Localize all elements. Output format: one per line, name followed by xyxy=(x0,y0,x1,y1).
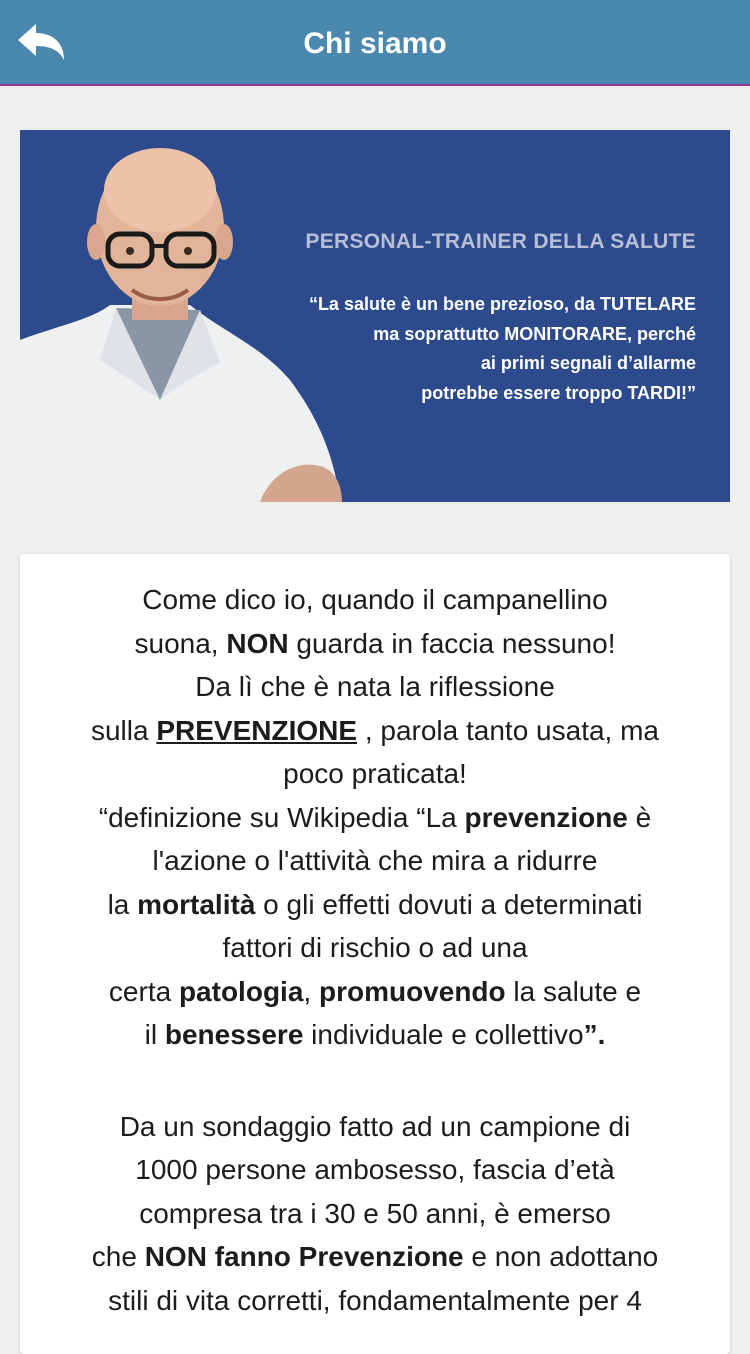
text-line: stili di vita corretti, fondamentalmente per 4 xyxy=(108,1284,642,1316)
quote-line: ma soprattutto MONITORARE, perché xyxy=(373,323,696,344)
back-button[interactable] xyxy=(10,18,74,68)
text-line: fattori di rischio o ad una xyxy=(222,932,528,963)
text-line: l'azione o l'attività che mira a ridurre xyxy=(152,845,598,876)
text-line: Come dico io, quando il campanellino xyxy=(142,584,608,615)
banner-heading: PERSONAL-TRAINER DELLA SALUTE xyxy=(305,230,696,253)
article-card xyxy=(20,554,730,1354)
text-line: Da lì che è nata la riflessione xyxy=(195,671,555,702)
text-line: Da un sondaggio fatto ad un campione di xyxy=(119,1110,631,1142)
paragraph-spacer xyxy=(20,1057,730,1105)
text-line: 1000 persone ambosesso, fascia d’età xyxy=(135,1154,615,1185)
quote-line: potrebbe essere troppo TARDI!” xyxy=(421,382,696,403)
top-navigation-bar xyxy=(0,0,750,86)
reply-arrow-icon xyxy=(10,18,74,68)
text-line: “definizione su Wikipedia “La prevenzione è xyxy=(98,801,652,833)
text-line: poco praticata! xyxy=(283,758,467,789)
page-title: Chi siamo xyxy=(303,27,447,60)
text-line: certa patologia, promuovendo la salute e xyxy=(108,975,642,1007)
text-line: sulla PREVENZIONE , parola tanto usata, ma xyxy=(90,714,660,746)
text-line: che NON fanno Prevenzione e non adottano xyxy=(91,1241,659,1272)
text-line: compresa tra i 30 e 50 anni, è emerso xyxy=(139,1197,611,1229)
article-text xyxy=(20,554,730,1322)
text-line: la mortalità o gli effetti dovuti a determinati xyxy=(107,888,643,920)
text-line: suona, NON guarda in faccia nessuno! xyxy=(134,627,616,659)
quote-line: “La salute è un bene prezioso, da TUTELARE xyxy=(308,294,696,314)
text-line: il benessere individuale e collettivo”. xyxy=(144,1019,606,1050)
quote-line: ai primi segnali d’allarme xyxy=(480,353,696,373)
banner-quote xyxy=(220,290,696,408)
hero-banner xyxy=(20,130,730,502)
